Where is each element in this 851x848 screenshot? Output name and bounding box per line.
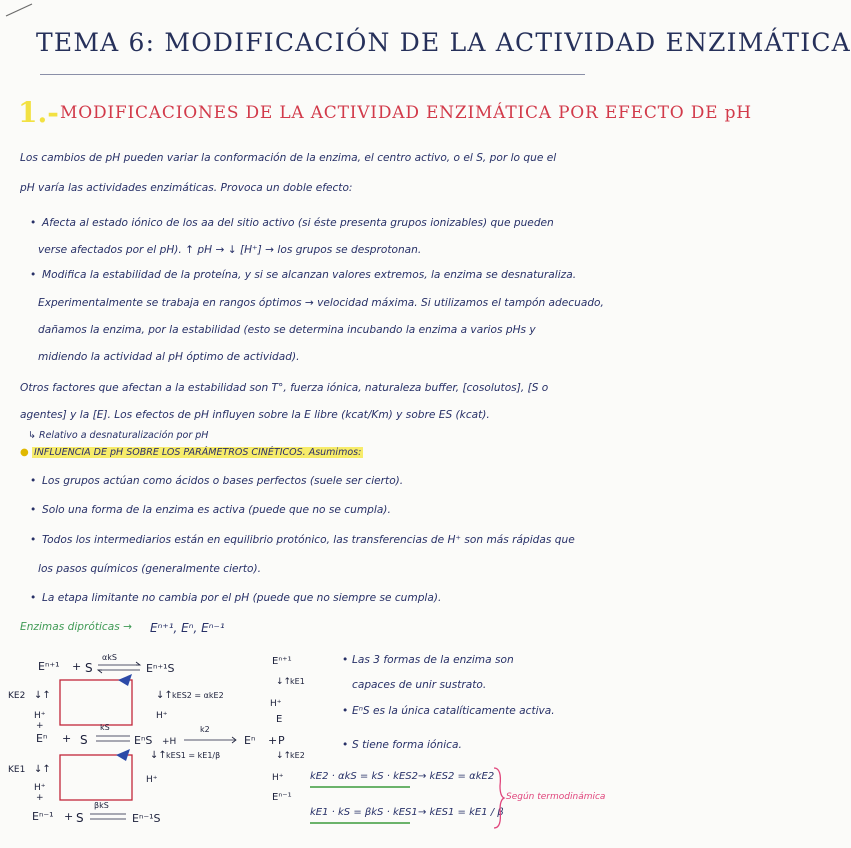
pink-brace-icon <box>492 766 506 830</box>
proton-left-2: H⁺ <box>34 783 46 793</box>
es-complex-top: Eⁿ⁺¹S <box>146 662 175 675</box>
note-1-line-1: Las 3 formas de la enzima son <box>352 654 514 666</box>
right-enzyme-1: Eⁿ⁺¹ <box>272 656 292 667</box>
k2-label: k2 <box>200 725 210 734</box>
plus-sign: + <box>268 734 278 747</box>
bullet-dot: • <box>30 269 37 281</box>
updown-arrow: ↓↑ <box>34 690 51 701</box>
right-proton: H⁺ <box>270 699 282 709</box>
right-ke1: kE1 <box>290 677 305 686</box>
substrate: S <box>80 733 88 747</box>
other-factors-line-1: Otros factores que afectan a la estabilidad son T°, fuerza iónica, naturaleza buffer, [cosolutos], [S o <box>20 382 549 394</box>
page-title: TEMA 6: MODIFICACIÓN DE LA ACTIVIDAD ENZIMÁTICA <box>36 28 851 57</box>
es-complex-bottom: Eⁿ⁻¹S <box>132 812 161 825</box>
kes1-relation: kES1 = kE1/β <box>166 751 221 760</box>
intro-line-1: Los cambios de pH pueden variar la conformación de la enzima, el centro activo, o el S, por lo que el <box>20 152 557 164</box>
title-underline <box>40 74 585 75</box>
equation-2-underline <box>310 822 410 824</box>
right-enzyme-2: E <box>276 714 283 725</box>
proton-left-1: H⁺ <box>34 711 46 721</box>
enzyme-middle: Eⁿ <box>36 732 48 745</box>
equation-2: kE1 · kS = βkS · kES1 <box>310 807 418 818</box>
equation-1-underline <box>310 786 410 788</box>
plus-h: +H <box>162 737 177 747</box>
bullet-dot: • <box>30 475 37 487</box>
assumption-1: Los grupos actúan como ácidos o bases perfectos (suele ser cierto). <box>42 475 404 487</box>
plus-sign: + <box>62 732 72 745</box>
red-cycle-box-top <box>60 680 132 725</box>
plus-sign: + <box>36 793 44 803</box>
section-number: 1.- <box>18 96 59 129</box>
bullet-1-line-2: verse afectados por el pH). ↑ pH → ↓ [H⁺] → los grupos se desprotonan. <box>38 244 422 256</box>
other-factors-line-2: agentes] y la [E]. Los efectos de pH influyen sobre la E libre (kcat/Km) y sobre ES (kcat). <box>20 409 490 421</box>
note-3: S tiene forma iónica. <box>352 739 462 751</box>
bullet-dot: • <box>342 739 349 751</box>
bullet-2-line-4: midiendo la actividad al pH óptimo de actividad). <box>38 351 300 363</box>
intro-line-2: pH varía las actividades enzimáticas. Provoca un doble efecto: <box>20 182 353 194</box>
kes2-relation: kES2 = αkE2 <box>172 691 224 700</box>
red-cycle-box-bottom <box>60 755 132 800</box>
bullet-1-line-1: Afecta al estado iónico de los aa del sitio activo (si éste presenta grupos ionizables) que pueden <box>42 217 554 229</box>
updown-arrow: ↓↑ <box>156 690 173 701</box>
equation-2-result: → kES1 = kE1 / β <box>418 807 504 818</box>
es-complex-middle: EⁿS <box>134 734 153 747</box>
ke2-label: KE2 <box>8 691 26 701</box>
section-title: MODIFICACIONES DE LA ACTIVIDAD ENZIMÁTICA POR EFECTO DE pH <box>60 103 752 123</box>
assumption-2: Solo una forma de la enzima es activa (puede que no se cumpla). <box>42 504 391 516</box>
equation-1: kE2 · αkS = kS · kES2 <box>310 771 418 782</box>
substrate: S <box>76 811 84 825</box>
right-proton: H⁺ <box>272 773 284 783</box>
substrate: S <box>85 661 93 675</box>
bullet-2-line-2: Experimentalmente se trabaja en rangos óptimos → velocidad máxima. Si utilizamos el tampón adecuado, <box>38 297 604 309</box>
enzyme-product: Eⁿ <box>244 734 256 747</box>
kinetic-scheme-diagram <box>0 640 320 848</box>
equation-1-result: → kES2 = αkE2 <box>418 771 495 782</box>
updown-arrow: ↓↑ <box>276 751 292 761</box>
highlight-bullet: ● <box>20 447 29 458</box>
diprotic-forms: Eⁿ⁺¹, Eⁿ, Eⁿ⁻¹ <box>150 621 225 635</box>
right-ke2: kE2 <box>290 751 305 760</box>
updown-arrow: ↓↑ <box>150 750 167 761</box>
blue-arrowhead-bottom <box>116 749 130 761</box>
assumption-4: La etapa limitante no cambia por el pH (puede que no siempre se cumpla). <box>42 592 442 604</box>
assumption-3-line-1: Todos los intermediarios están en equilibrio protónico, las transferencias de H⁺ son más rápidas que <box>42 534 575 546</box>
bullet-dot: • <box>30 504 37 516</box>
enzyme-bottom: Eⁿ⁻¹ <box>32 810 54 823</box>
right-enzyme-3: Eⁿ⁻¹ <box>272 792 292 803</box>
blue-arrowhead-top <box>118 674 132 686</box>
bullet-dot: • <box>30 592 37 604</box>
note-1-line-2: capaces de unir sustrato. <box>352 679 487 691</box>
diprotic-label: Enzimas dipróticas → <box>20 621 133 633</box>
plus-sign: + <box>64 810 74 823</box>
kinetic-parameters-heading: INFLUENCIA DE pH SOBRE LOS PARÁMETROS CINÉTICOS. Asumimos: <box>34 447 362 458</box>
updown-arrow: ↓↑ <box>276 677 292 687</box>
enzyme-top: Eⁿ⁺¹ <box>38 660 60 673</box>
ke1-label: KE1 <box>8 765 26 775</box>
plus-sign: + <box>72 660 82 673</box>
corner-pencil-mark <box>4 2 34 18</box>
bullet-dot: • <box>342 654 349 666</box>
bullet-dot: • <box>30 534 37 546</box>
bullet-2-line-3: dañamos la enzima, por la estabilidad (esto se determina incubando la enzima a varios pHs y <box>38 324 536 336</box>
proton-right-2: H⁺ <box>146 775 158 785</box>
alpha-ks-label: αkS <box>102 653 117 662</box>
bullet-dot: • <box>30 217 37 229</box>
beta-ks-label: βkS <box>94 801 109 810</box>
bullet-dot: • <box>342 705 349 717</box>
ks-label: kS <box>100 723 110 732</box>
plus-sign: + <box>36 721 44 731</box>
updown-arrow: ↓↑ <box>34 764 51 775</box>
proton-right-1: H⁺ <box>156 711 168 721</box>
other-factors-line-3: ↳ Relativo a desnaturalización por pH <box>28 430 209 441</box>
note-2: EⁿS es la única catalíticamente activa. <box>352 705 555 717</box>
bullet-2-line-1: Modifica la estabilidad de la proteína, y si se alcanzan valores extremos, la enzima se desnaturaliza. <box>42 269 577 281</box>
bracket-label: Según termodinámica <box>506 792 606 802</box>
assumption-3-line-2: los pasos químicos (generalmente cierto). <box>38 563 262 575</box>
product: P <box>278 734 285 747</box>
